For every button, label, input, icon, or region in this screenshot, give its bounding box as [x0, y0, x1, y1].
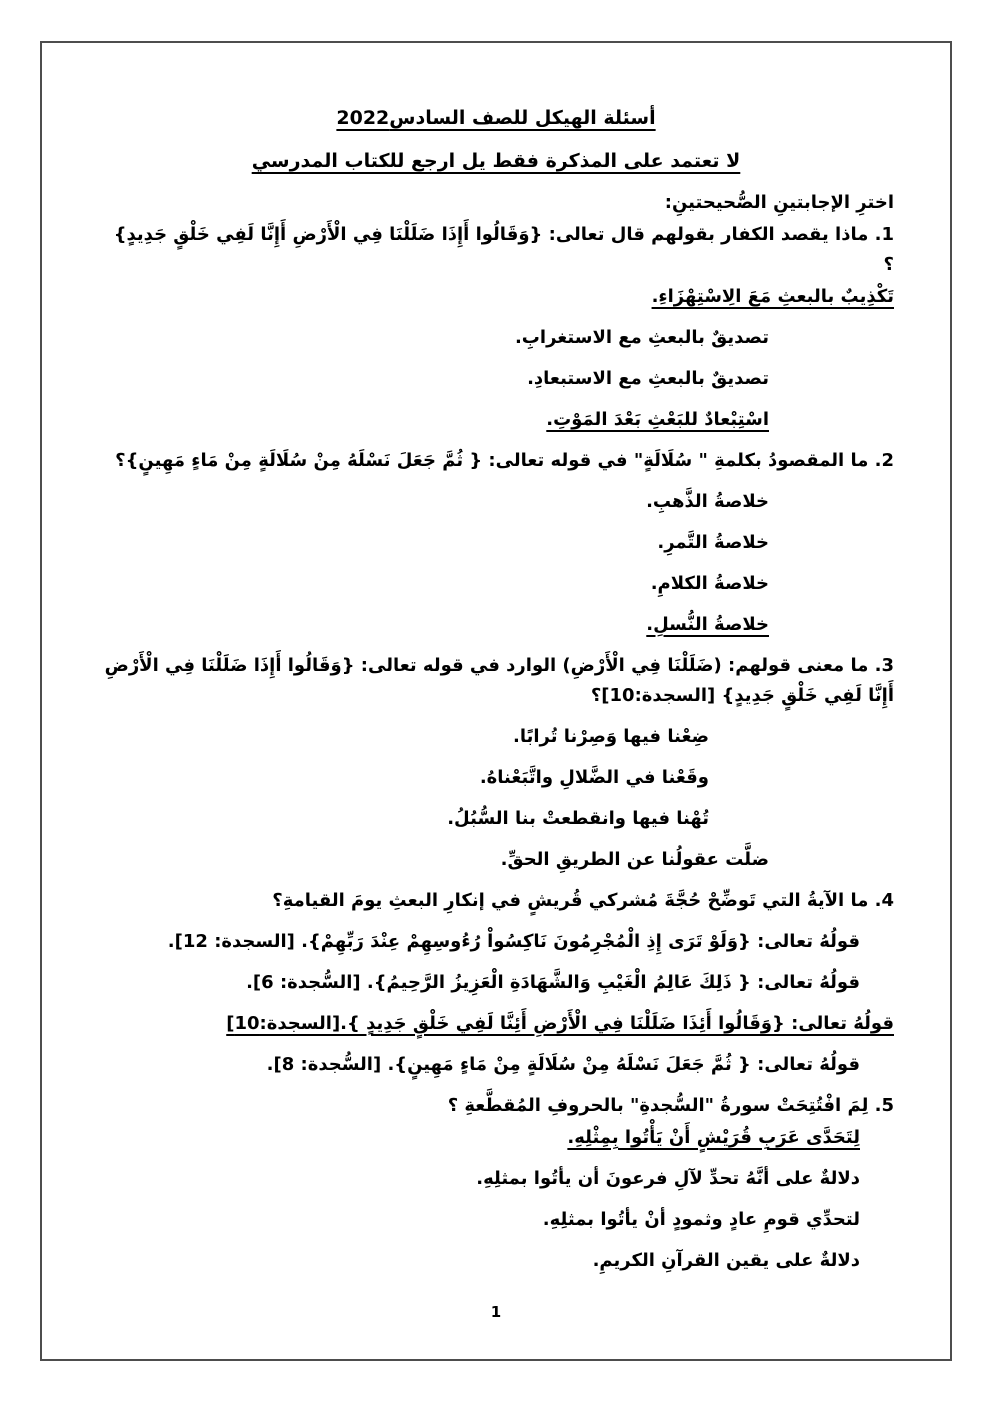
question-5-option-2: دلالةٌ على أنَّهُ تحدِّ لآلِ فرعونَ أن يأتُوا بمثلِهِ.: [476, 1168, 860, 1189]
document-subtitle: لا تعتمد على المذكرة فقط يل ارجع للكتاب المدرسي: [251, 150, 741, 172]
question-2-option-2: خلاصةُ التَّمرِ.: [657, 532, 769, 553]
question-4-option-1: قولُهُ تعالى: {وَلَوْ تَرَى إِذِ الْمُجْرِمُونَ نَاكِسُواْ رُءُوسِهِمْ عِنْدَ رَبِّهِمْ}. [السجدة: 12].: [167, 931, 860, 952]
question-1-option-3: تصديقٌ بالبعثِ مع الاستبعادِ.: [527, 368, 769, 389]
question-1-option-1: تَكْذِيبٌ بالبعثِ مَعَ الِاسْتِهْزَاءِ.: [651, 286, 894, 307]
question-1-option-4: اسْتِبْعادٌ للبَعْثِ بَعْدَ المَوْتِ.: [546, 409, 769, 430]
question-4: 4. ما الآيةُ التي تَوضِّحْ حُجَّةَ مُشركي قُريشٍ في إنكارِ البعثِ يومَ القيامةِ؟: [272, 890, 894, 911]
question-2-option-3: خلاصةُ الكلامِ.: [650, 573, 769, 594]
document-page: [40, 41, 952, 1361]
instruction-text: اخترِ الإجابتينِ الصُّحيحتينِ:: [664, 192, 894, 213]
question-1-option-2: تصديقٌ بالبعثِ مع الاستغرابِ.: [514, 327, 769, 348]
question-5-option-4: دلالةٌ على يقين القرآنِ الكريمِ.: [592, 1250, 860, 1271]
question-5-option-1: لِتَحَدَّى عَرَبِ قُرَيْشٍ أَنْ يَأْتُوا بِمِثْلِهِ.: [567, 1127, 860, 1148]
question-2-option-4: خلاصةُ النُّسلِ.: [646, 614, 769, 635]
document-content: [42, 43, 950, 1276]
question-3-option-4: ضلَّت عقولُنا عن الطريقِ الحقِّ.: [500, 849, 769, 870]
question-2: 2. ما المقصودُ بكلمةِ " سُلَالَةٍ" في قوله تعالى: { ثُمَّ جَعَلَ نَسْلَهُ مِنْ سُلَالَةٍ مِنْ مَاءٍ مَهِينٍ}؟: [115, 450, 894, 471]
question-2-option-1: خلاصةُ الذَّهبِ.: [646, 491, 769, 512]
question-3-option-3: تُهْنا فيها وانقطعتْ بنا السُّبُلُ.: [447, 808, 709, 829]
question-5-option-3: لتحدِّي قومِ عادٍ وثمودٍ أنْ يأتُوا بمثلِهِ.: [542, 1209, 860, 1230]
page-number: 1: [490, 1303, 502, 1321]
question-5: 5. لِمَ افْتُتِحَتْ سورةُ "السُّجدةِ" بالحروفِ المُقطَّعةِ ؟: [447, 1095, 894, 1116]
question-4-option-4: قولُهُ تعالى: { ثُمَّ جَعَلَ نَسْلَهُ مِنْ سُلَالَةٍ مِنْ مَاءٍ مَهِينٍ}. [السُّجدة: 8].: [266, 1054, 860, 1075]
question-1: 1. ماذا يقصد الكفار بقولهم قال تعالى: {وَقَالُوا أَإِذَا ضَلَلْنَا فِي الْأَرْضِ أَإِنَّا لَفِي خَلْقٍ جَدِيدٍ} ؟: [113, 224, 894, 275]
question-4-option-2: قولُهُ تعالى: { ذَلِكَ عَالِمُ الْغَيْبِ وَالشَّهَادَةِ الْعَزِيزُ الرَّحِيمُ}. [السُّجدة: 6].: [246, 972, 860, 993]
document-title: أسئلة الهيكل للصف السادس2022: [336, 107, 656, 129]
question-3: 3. ما معنى قولهم: (ضَلَلْنَا فِي الْأَرْضِ) الوارد في قوله تعالى: {وَقَالُوا أَإِذَا ضَلَلْنَا فِي الْأَرْضِ أَإِنَّا لَفِي خَلْقٍ جَدِيدٍ} [السجدة:10]؟: [104, 655, 894, 706]
question-3-option-1: ضِعْنا فيها وَصِرْنا تُرابًا.: [512, 726, 709, 747]
question-4-option-3: قولُهُ تعالى: {وَقَالُوا أَئِذَا ضَلَلْنَا فِي الْأَرْضِ أَئِنَّا لَفِي خَلْقٍ جَدِيدٍ }.[السجدة:10]: [226, 1013, 894, 1034]
question-3-option-2: وقَعْنا في الضَّلالِ واتَّبَعْناهُ.: [479, 767, 709, 788]
